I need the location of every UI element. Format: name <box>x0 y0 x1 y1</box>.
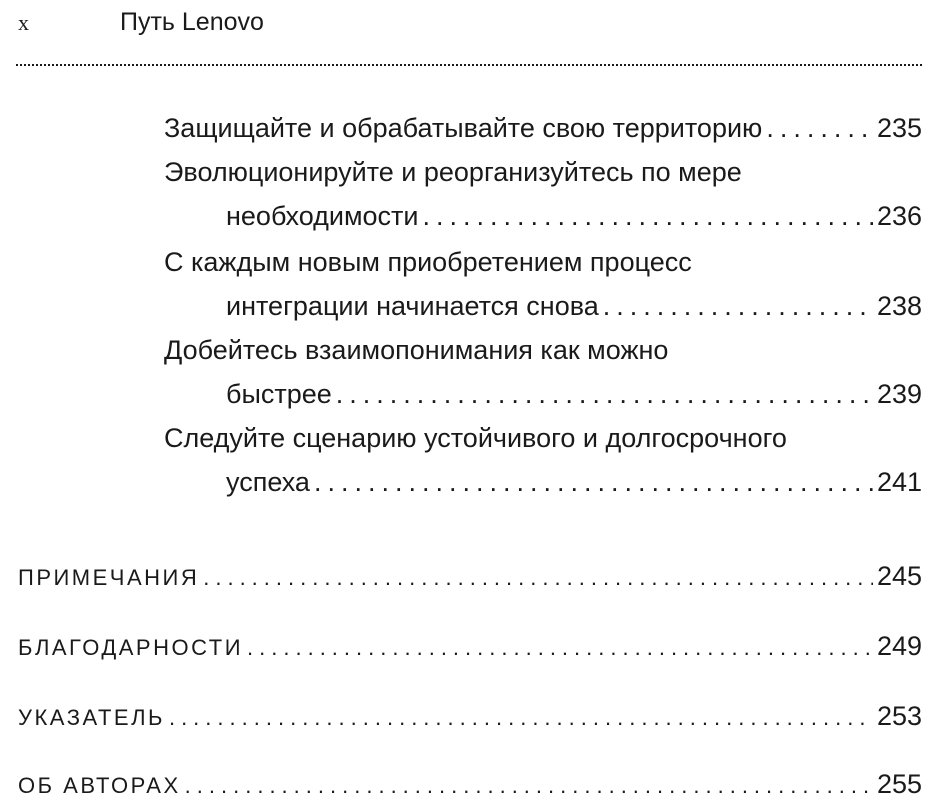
toc-section-title: БЛАГОДАРНОСТИ <box>18 635 244 660</box>
toc-section-title: ПРИМЕЧАНИЯ <box>18 565 200 590</box>
toc-entry[interactable] <box>164 328 922 416</box>
toc-entry-title-continued: успеха <box>226 467 310 497</box>
toc-entry[interactable] <box>164 416 922 504</box>
toc-entry-page: 236 <box>876 201 922 231</box>
dot-leader <box>169 696 873 740</box>
toc-entry-page: 238 <box>876 291 922 321</box>
dotted-divider <box>16 64 922 66</box>
dot-leader <box>203 556 873 600</box>
toc-entry-title-continued: необходимости <box>226 201 419 231</box>
toc-section-page: 249 <box>876 631 922 661</box>
toc-entry-title: Защищайте и обрабатывайте свою территорию <box>164 113 763 143</box>
toc-entry-title: Добейтесь взаимопонимания как можно <box>164 335 669 365</box>
toc-section-about-authors[interactable] <box>18 762 922 806</box>
toc-entry-title: Эволюционируйте и реорганизуйтесь по мере <box>164 157 742 187</box>
toc-section-page: 245 <box>876 561 922 591</box>
dot-leader <box>423 194 873 238</box>
toc-entry-page: 241 <box>876 467 922 497</box>
toc-section-index[interactable] <box>18 694 922 738</box>
toc-entry-page: 239 <box>876 379 922 409</box>
toc-section-acknowledgements[interactable] <box>18 624 922 668</box>
dot-leader <box>336 372 873 416</box>
dot-leader <box>766 106 873 150</box>
running-title: Путь Lenovo <box>120 8 264 36</box>
toc-entry[interactable] <box>164 240 922 328</box>
toc-entry-title: С каждым новым приобретением процесс <box>164 247 692 277</box>
page-number: x <box>18 10 29 35</box>
toc-section-title: УКАЗАТЕЛЬ <box>18 705 165 730</box>
toc-entry-title-continued: быстрее <box>226 379 332 409</box>
toc-section-notes[interactable] <box>18 554 922 598</box>
dot-leader <box>247 626 873 670</box>
toc-section-title: ОБ АВТОРАХ <box>18 773 181 798</box>
toc-entry[interactable] <box>164 150 922 238</box>
dot-leader <box>314 460 873 504</box>
toc-entry-page: 235 <box>876 113 922 143</box>
dot-leader <box>185 764 873 808</box>
page-header <box>0 0 932 90</box>
toc-section-page: 255 <box>876 769 922 799</box>
dot-leader <box>603 284 873 328</box>
toc-section-page: 253 <box>876 701 922 731</box>
toc-entry[interactable] <box>164 106 922 150</box>
toc-entry-title: Следуйте сценарию устойчивого и долгосрочного <box>164 423 787 453</box>
toc-entry-title-continued: интеграции начинается снова <box>226 291 599 321</box>
